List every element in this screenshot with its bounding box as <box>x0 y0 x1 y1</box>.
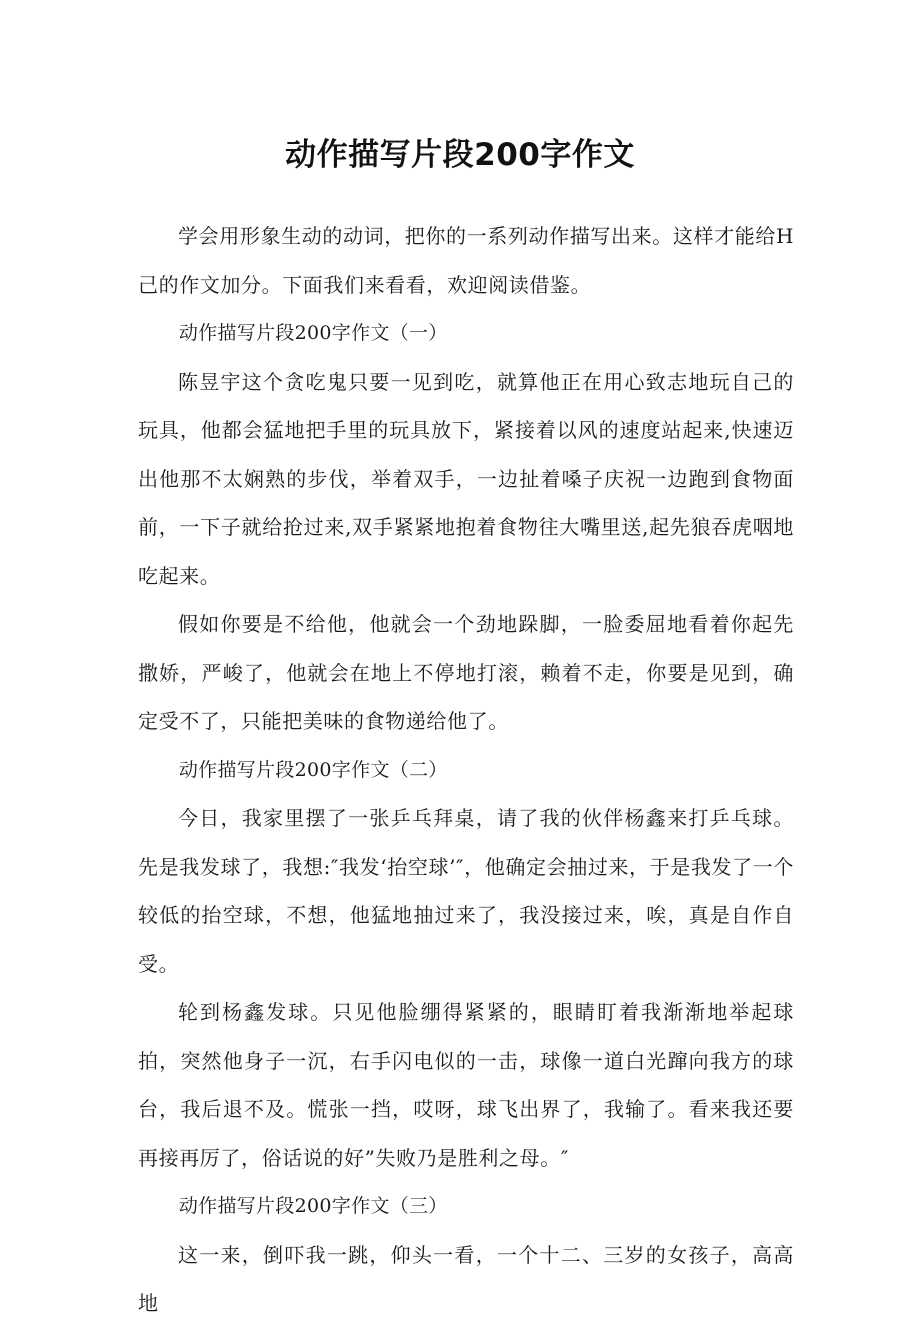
document-body <box>138 212 794 1328</box>
section-heading-1: 动作描写片段200字作文（一） <box>178 322 448 344</box>
section-heading-3: 动作描写片段200字作文（三） <box>178 1195 448 1217</box>
paragraph: 今日，我家里摆了一张乒乓拜桌，请了我的伙伴杨鑫来打乒乓球。先是我发球了，我想:″我发‘抬空球’″，他确定会抽过来，于是我发了一个较低的抬空球，不想，他猛地抽过来了，我没接过来，唉，真是自作自受。 <box>138 806 794 976</box>
paragraph: 假如你要是不给他，他就会一个劲地跺脚，一脸委屈地看着你起先撒娇，严峻了，他就会在地上不停地打滚，赖着不走，你要是见到，确定受不了，只能把美味的食物递给他了。 <box>138 612 794 733</box>
document-title: 动作描写片段200字作文 <box>285 137 635 173</box>
paragraph: 轮到杨鑫发球。只见他脸绷得紧紧的，眼睛盯着我渐渐地举起球拍，突然他身子一沉，右手闪电似的一击，球像一道白光蹿向我方的球台，我后退不及。慌张一挡，哎呀，球飞出界了，我输了。看来我还要再接再厉了，俗话说的好”失败乃是胜利之母。″ <box>138 1000 794 1170</box>
section-heading-2: 动作描写片段200字作文（二） <box>178 758 448 781</box>
intro-paragraph: 学会用形象生动的动词，把你的一系列动作描写出来。这样才能给H己的作文加分。下面我们来看看，欢迎阅读借鉴。 <box>138 224 794 297</box>
paragraph: 这一来，倒吓我一跳，仰头一看，一个十二、三岁的女孩子，高高地 <box>138 1242 794 1315</box>
paragraph: 陈昱宇这个贪吃鬼只要一见到吃，就算他正在用心致志地玩自己的玩具，他都会猛地把手里的玩具放下，紧接着以风的速度站起来,快速迈出他那不太娴熟的步伐，举着双手，一边扯着嗓子庆祝一边跑到食物面前，一下子就给抢过来,双手紧紧地抱着食物往大嘴里送,起先狼吞虎咽地吃起来。 <box>138 369 794 588</box>
